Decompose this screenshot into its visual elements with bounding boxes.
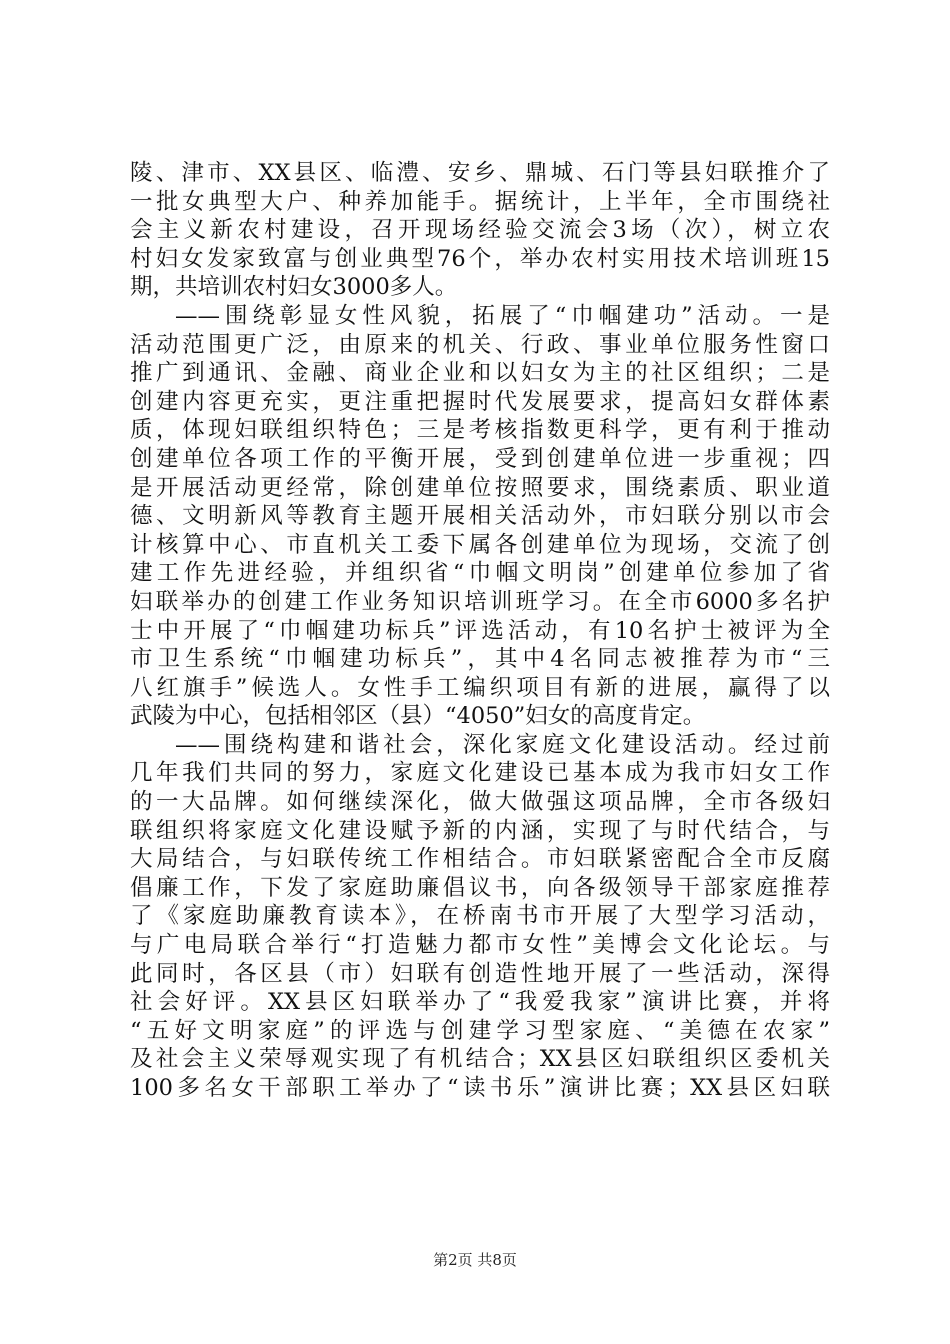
text-line: 八红旗手”候选人。女性手工编织项目有新的进展，赢得了以 [130,674,830,701]
text-line: 联组织将家庭文化建设赋予新的内涵，实现了与时代结合，与 [130,817,830,844]
page-footer: 第2页 共8页 [433,1251,517,1269]
text-line: 是开展活动更经常，除创建单位按照要求，围绕素质、职业道 [130,474,830,501]
text-line: 与广电局联合举行“打造魅力都市女性”美博会文化论坛。与 [130,932,830,959]
text-line: 会主义新农村建设，召开现场经验交流会3场（次），树立农 [130,217,830,244]
text-line: 创建单位各项工作的平衡开展，受到创建单位进一步重视；四 [130,445,830,472]
text-line: 活动范围更广泛，由原来的机关、行政、事业单位服务性窗口 [130,331,830,358]
text-line: 倡廉工作，下发了家庭助廉倡议书，向各级领导干部家庭推荐 [130,874,830,901]
text-line: 士中开展了“巾帼建功标兵”评选活动，有10名护士被评为全 [130,617,830,644]
text-line: 期，共培训农村妇女3000多人。 [130,274,458,301]
text-line: 计核算中心、市直机关工委下属各创建单位为现场，交流了创 [130,531,830,558]
text-line: 及社会主义荣辱观实现了有机结合；XX县区妇联组织区委机关 [130,1046,830,1073]
text-line: 创建内容更充实，更注重把握时代发展要求，提高妇女群体素 [130,388,830,415]
document-body [130,159,830,1103]
text-line: 建工作先进经验，并组织省“巾帼文明岗”创建单位参加了省 [130,560,830,587]
text-line: 市卫生系统“巾帼建功标兵”，其中4名同志被推荐为市“三 [130,646,830,673]
text-line: 一批女典型大户、种养加能手。据统计，上半年，全市围绕社 [130,188,830,215]
text-line: 几年我们共同的努力，家庭文化建设已基本成为我市妇女工作 [130,760,830,787]
text-line: “五好文明家庭”的评选与创建学习型家庭、“美德在农家” [130,1017,830,1044]
text-line: 了《家庭助廉教育读本》，在桥南书市开展了大型学习活动， [130,903,830,930]
text-line: 武陵为中心，包括相邻区（县）“4050”妇女的高度肯定。 [130,703,706,730]
text-line: 村妇女发家致富与创业典型76个，举办农村实用技术培训班15 [130,245,830,272]
text-line: 陵、津市、XX县区、临澧、安乡、鼎城、石门等县妇联推介了 [130,160,830,186]
text-line: 大局结合，与妇联传统工作相结合。市妇联紧密配合全市反腐 [130,846,830,873]
text-line: 质，体现妇联组织特色；三是考核指数更科学，更有利于推动 [130,417,830,444]
text-line: 社会好评。XX县区妇联举办了“我爱我家”演讲比赛，并将 [130,989,830,1016]
text-line: 100多名女干部职工举办了“读书乐”演讲比赛；XX县区妇联 [130,1075,830,1101]
text-line: ——围绕构建和谐社会，深化家庭文化建设活动。经过前 [175,731,830,758]
text-line: 妇联举办的创建工作业务知识培训班学习。在全市6000多名护 [130,588,830,615]
text-line: ——围绕彰显女性风貌，拓展了“巾帼建功”活动。一是 [175,302,830,329]
text-line: 德、文明新风等教育主题开展相关活动外，市妇联分别以市会 [130,503,830,530]
text-line: 此同时，各区县（市）妇联有创造性地开展了一些活动，深得 [130,960,830,987]
text-line: 的一大品牌。如何继续深化，做大做强这项品牌，全市各级妇 [130,789,830,816]
text-line: 推广到通讯、金融、商业企业和以妇女为主的社区组织；二是 [130,360,830,387]
